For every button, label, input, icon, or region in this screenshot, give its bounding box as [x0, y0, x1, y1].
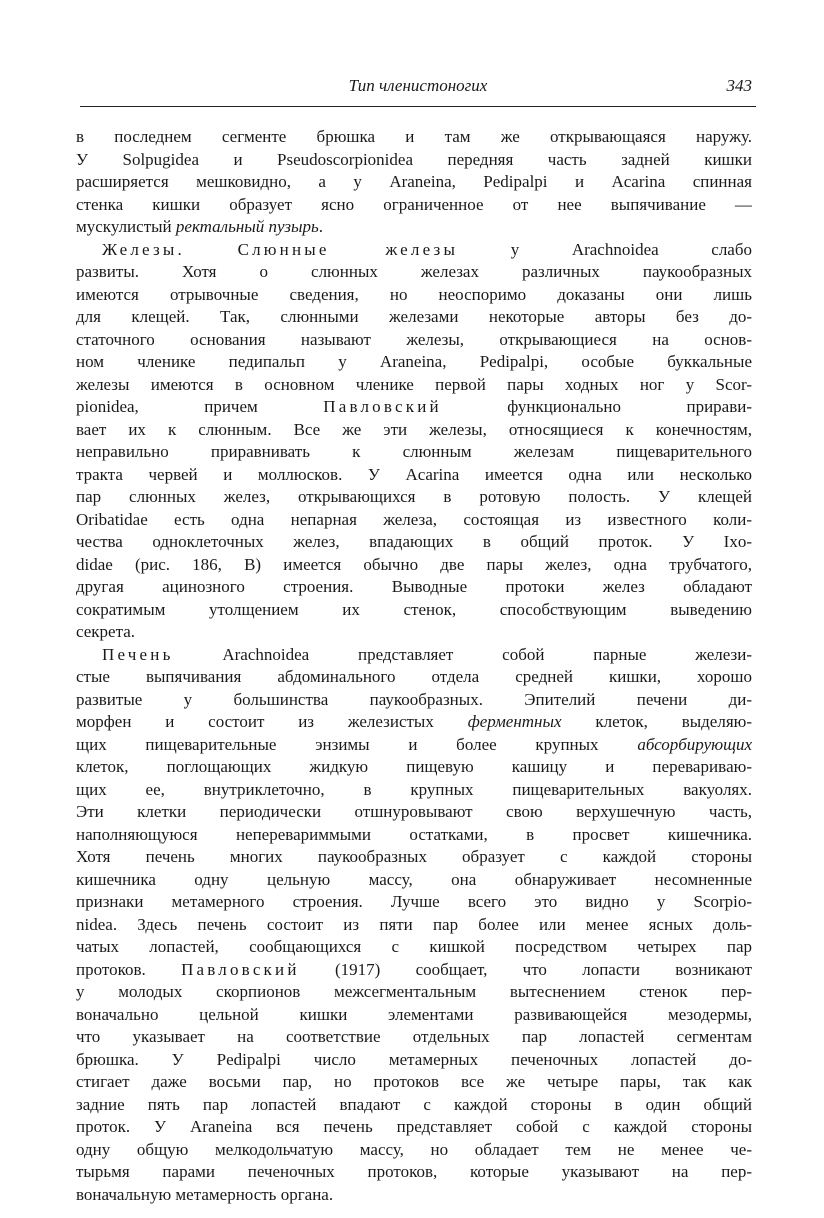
text-line: стые выпячивания абдоминального отдела средней кишки, хорошо — [76, 667, 752, 686]
text-line — [76, 711, 752, 734]
text-line: Oribatidae есть одна непарная железа, состоящая из известного коли- — [76, 509, 752, 529]
text-line — [76, 396, 752, 419]
italic-term: ректальный пузырь — [175, 217, 319, 236]
italic-term: ферментных — [467, 712, 562, 731]
author-name: Павловский — [323, 397, 442, 416]
text-line: развиты. Хотя о слюнных железах различных паукообразных — [76, 262, 752, 281]
text-line: проток. У Araneina вся печень представляет собой с каждой стороны — [76, 1117, 752, 1136]
text-fragment: клеток, выделяю- — [595, 712, 752, 731]
header-rule — [80, 106, 756, 107]
text-fragment: морфен и состоит из железистых — [76, 712, 434, 731]
text-line: что указывает на соответствие отдельных пар лопастей сегментам — [76, 1027, 752, 1046]
text-line: другая ацинозного строения. Выводные протоки желез обладают — [76, 577, 752, 596]
text-line — [76, 1184, 752, 1207]
text-line: статочного основания называют железы, открывающиеся на основ- — [76, 329, 752, 349]
paragraph-first-line — [76, 239, 752, 262]
text-line: задние пять пар лопастей впадают с каждой стороны в один общий — [76, 1094, 752, 1114]
running-title: Тип членистоногих — [348, 76, 488, 95]
text-line: У Solpugidea и Pseudoscorpionidea передняя часть задней кишки — [76, 149, 752, 169]
text-line: тракта червей и моллюсков. У Acarina имеется одна или несколько — [76, 464, 752, 484]
text-line: признаки метамерного строения. Лучше всего это видно у Scorpio- — [76, 892, 752, 911]
text-line: пар слюнных желез, открывающихся в ротовую полость. У клещей — [76, 487, 752, 506]
text-line: стенка кишки образует ясно ограниченное от нее выпячивание — — [76, 194, 752, 214]
paragraph-first-line — [76, 644, 752, 667]
text-fragment: функционально прирави- — [507, 397, 752, 416]
page-number: 343 — [726, 76, 752, 95]
text-line: ном членике педипальп у Araneina, Pedipalpi, особые буккальные — [76, 352, 752, 371]
text-line — [76, 216, 752, 239]
spaced-heading: Печень — [102, 644, 174, 664]
text-line: наполняющуюся неперевариммыми остатками, в просвет кишечника. — [76, 824, 752, 844]
text-line: имеются отрывочные сведения, но неоспоримо доказаны они лишь — [76, 284, 752, 304]
text-line: стигает даже восьми пар, но протоков все же четыре пары, так как — [76, 1072, 752, 1091]
spaced-term: Слюнные железы — [237, 239, 459, 259]
spaced-heading: Железы. — [102, 239, 185, 259]
italic-term: абсорбирующих — [637, 734, 752, 754]
page-header — [80, 74, 756, 100]
text-line: брюшка. У Pedipalpi число метамерных печеночных лопастей до- — [76, 1049, 752, 1069]
text-line: воначально цельной кишки элементами развивающейся мезодермы, — [76, 1004, 752, 1024]
text-line: Хотя печень многих паукообразных образует с каждой стороны — [76, 847, 752, 866]
text-line — [76, 959, 752, 982]
text-line: nidea. Здесь печень состоит из пяти пар более или менее ясных доль- — [76, 914, 752, 934]
text-line: расширяется мешковидно, а у Araneina, Pedipalpi и Acarina спинная — [76, 172, 752, 191]
text-line: неправильно приравнивать к слюнным железам пищеварительного — [76, 442, 752, 461]
text-line: для клещей. Так, слюнными железами некоторые авторы без до- — [76, 307, 752, 326]
text-fragment: pionidea, причем — [76, 397, 258, 416]
text-line: сократимым утолщением их стенок, способствующим выведению — [76, 599, 752, 619]
text-line: клеток, поглощающих жидкую пищевую кашицу и переваривaю- — [76, 757, 752, 776]
text-fragment: мускулистый ректальный пузырь. — [76, 217, 323, 236]
text-line: тырьмя парами печеночных протоков, которые указывают на пер- — [76, 1162, 752, 1181]
text-fragment: секрета. — [76, 622, 136, 641]
text-line: щих ее, внутриклеточно, в крупных пищеварительных вакуолях. — [76, 779, 752, 799]
text-fragment: воначальную метамерность органа. — [76, 1184, 334, 1204]
body-text — [76, 126, 752, 1206]
text-line: у молодых скорпионов межсегментальным вытеснением стенок пер- — [76, 982, 752, 1001]
text-line — [76, 734, 752, 757]
text-line: развитые у большинства паукообразных. Эпителий печени ди- — [76, 689, 752, 709]
text-line — [76, 621, 752, 644]
text-fragment: (1917) сообщает, что лопасти возникают — [334, 959, 752, 979]
text-fragment: щих пищеварительные энзимы и более крупных — [76, 734, 599, 754]
text-line: Эти клетки периодически отшнуровывают свою верхушечную часть, — [76, 802, 752, 821]
text-line: в последнем сегменте брюшка и там же открывающаяся наружу. — [76, 127, 752, 146]
text-fragment: Arachnoidea представляет собой парные желези- — [222, 644, 752, 664]
text-line: вает их к слюнным. Все же эти железы, относящиеся к конечностям, — [76, 419, 752, 439]
text-line: чатых лопастей, сообщающихся с кишкой посредством четырех пар — [76, 937, 752, 956]
text-fragment: у Arachnoidea слабо — [510, 239, 752, 259]
text-line: didae (рис. 186, B) имеется обычно две пары желез, одна трубчатого, — [76, 554, 752, 574]
text-line: одну общую мелкодольчатую массу, но обладает тем не менее че- — [76, 1139, 752, 1159]
text-line: чества одноклеточных желез, впадающих в общий проток. У Ixo- — [76, 532, 752, 551]
text-line: железы имеются в основном членике первой пары ходных ног у Scor- — [76, 374, 752, 394]
text-line: кишечника одну цельную массу, она обнаруживает несомненные — [76, 869, 752, 889]
author-name: Павловский — [181, 959, 300, 979]
text-fragment: протоков. — [76, 959, 146, 979]
